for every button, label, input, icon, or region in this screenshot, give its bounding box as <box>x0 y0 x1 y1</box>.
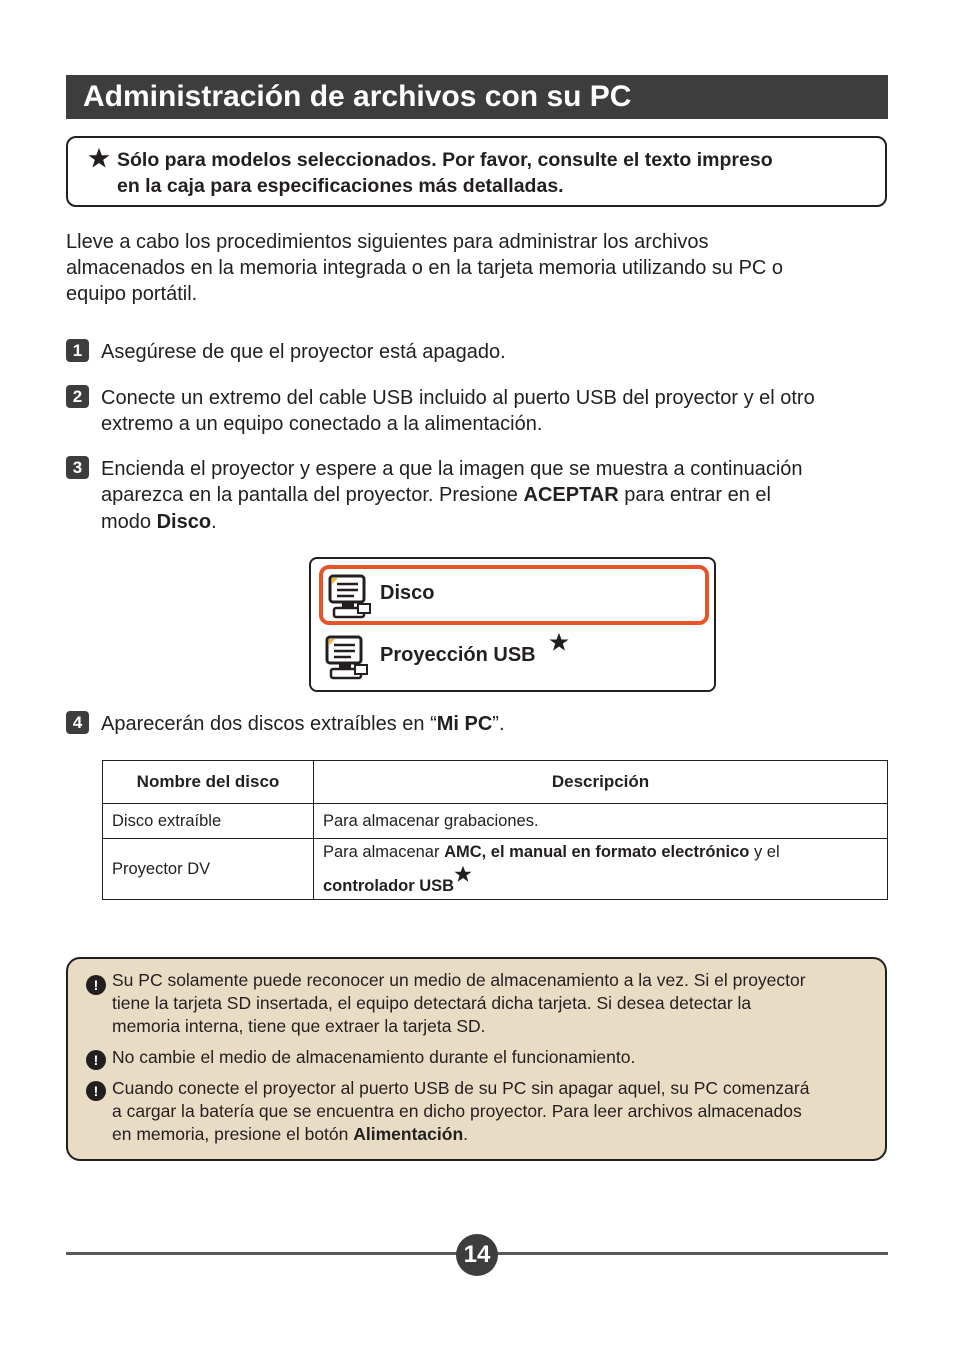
title-bar <box>66 75 888 119</box>
intro-line-1: Lleve a cabo los procedimientos siguientes para administrar los archivos <box>66 231 709 253</box>
star-icon <box>88 147 110 169</box>
step-1-badge: 1 <box>66 339 89 362</box>
warning-1-line-3: memoria interna, tiene que extraer la tarjeta SD. <box>112 1016 486 1036</box>
warning-3-line-1: Cuando conecte el proyector al puerto USB de su PC sin apagar aquel, su PC comenzará <box>112 1078 810 1098</box>
note-line-2: en la caja para especificaciones más detalladas. <box>117 175 564 197</box>
intro-line-2: almacenados en la memoria integrada o en la tarjeta memoria utilizando su PC o <box>66 257 784 279</box>
step-4-text: Aparecerán dos discos extraíbles en “Mi PC”. <box>101 713 505 735</box>
table-cell-name: Proyector DV <box>103 839 314 900</box>
disk-mode-icon <box>328 574 376 620</box>
table-cell-description: Para almacenar grabaciones. <box>314 804 888 839</box>
step-2-badge: 2 <box>66 385 89 408</box>
warning-3-line-3: en memoria, presione el botón Alimentación. <box>112 1124 469 1144</box>
table-cell-name: Disco extraíble <box>103 804 314 839</box>
warning-2-line-1: No cambie el medio de almacenamiento durante el funcionamiento. <box>112 1047 636 1067</box>
menu-selection-highlight <box>319 565 709 625</box>
aceptar-button-label: ACEPTAR <box>523 484 619 506</box>
page-number: 14 <box>456 1234 498 1276</box>
warning-1-line-1: Su PC solamente puede reconocer un medio de almacenamiento a la vez. Si el proyector <box>112 970 806 990</box>
disk-table <box>102 760 888 900</box>
star-icon <box>454 865 472 883</box>
table-header-description: Descripción <box>314 761 888 804</box>
warning-box <box>66 957 887 1161</box>
step-3-line-1: Encienda el proyector y espere a que la imagen que se muestra a continuación <box>101 458 803 480</box>
power-button-label: Alimentación <box>353 1124 464 1144</box>
step-3-line-3: modo Disco. <box>101 511 217 533</box>
table-row <box>103 804 888 839</box>
intro-line-3: equipo portátil. <box>66 283 198 305</box>
warning-3-line-2: a cargar la batería que se encuentra en dicho proyector. Para leer archivos almacenados <box>112 1101 802 1121</box>
menu-item-proyeccion-usb[interactable]: Proyección USB <box>380 644 536 666</box>
menu-item-disco[interactable]: Disco <box>380 582 435 604</box>
table-header-row <box>103 761 888 804</box>
star-icon <box>549 632 569 652</box>
note-line-1: Sólo para modelos seleccionados. Por favor, consulte el texto impreso <box>117 149 773 171</box>
step-3-line-2: aparezca en la pantalla del proyector. Presione ACEPTAR para entrar en el <box>101 484 772 506</box>
step-3-badge: 3 <box>66 456 89 479</box>
note-box <box>66 136 887 207</box>
table-row <box>103 839 888 900</box>
table-header-name: Nombre del disco <box>103 761 314 804</box>
step-2-line-1: Conecte un extremo del cable USB incluido al puerto USB del proyector y el otro <box>101 387 815 409</box>
warning-icon: ! <box>86 975 106 995</box>
mode-menu <box>309 557 716 692</box>
step-4-badge: 4 <box>66 711 89 734</box>
warning-icon: ! <box>86 1050 106 1070</box>
page-title: Administración de archivos con su PC <box>83 80 632 113</box>
usb-projection-icon <box>325 635 373 681</box>
warning-icon: ! <box>86 1081 106 1101</box>
step-1-text: Asegúrese de que el proyector está apagado. <box>101 341 506 363</box>
step-2-line-2: extremo a un equipo conectado a la alimentación. <box>101 413 543 435</box>
table-cell-description: Para almacenar AMC, el manual en formato electrónico y el controlador USB <box>314 839 888 900</box>
warning-1-line-2: tiene la tarjeta SD insertada, el equipo detectará dicha tarjeta. Si desea detectar la <box>112 993 752 1013</box>
